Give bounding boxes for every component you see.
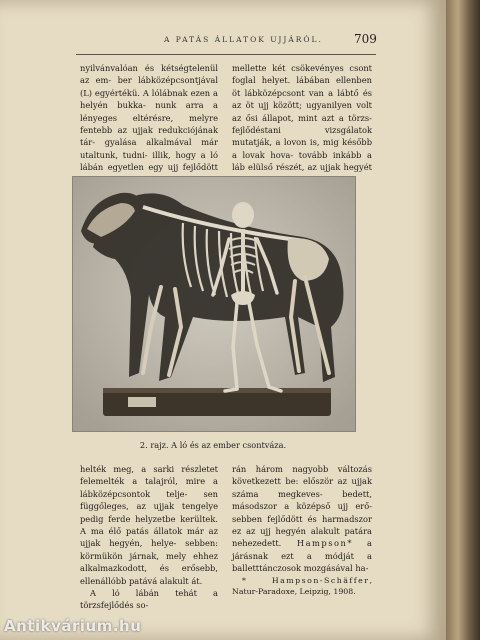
paragraph-left-top: nyilvánvalóan és kétségtelenül az em- ber lábközépcsontjával (L) egyértékü. A lólábnak ezen a helyén bukka- nunk arra a lényeges eltérésre, melyre fentebb az ujjak redukciójának tár- gyalása alkalmával már utaltunk, tudni- illik, hogy a ló lábán egyetlen egy ujj fejlődött bbox=[80, 63, 219, 173]
running-title: A PATÁS ÁLLATOK UJJÁRÓL. bbox=[164, 35, 323, 44]
paragraph-right-top: mellette két csökevényes csont foglal helyet. lábában ellenben öt lábközépcsont van a lábtő és az öt ujj között; ugyanilyen volt az ősi állapot, mint azt a törzs- fejlődéstani vizsgálatok mutatják, a lovon is, mig később a lovak hova- tovább inkább a láb elülső részét, az ujjak hegyét bbox=[232, 63, 372, 173]
footnote-text: , Natur-Paradoxe, Leipzig, 1908. bbox=[232, 575, 372, 596]
watermark: Antikvárium.hu bbox=[4, 617, 142, 635]
skeleton-photograph bbox=[72, 176, 356, 432]
running-header bbox=[76, 32, 376, 55]
text-column-right-bottom bbox=[232, 463, 372, 597]
text-column-left-bottom bbox=[80, 463, 218, 612]
footnote-author: * Hampson-Schäffer bbox=[242, 575, 370, 585]
paragraph-right-bottom: rán három nagyobb változás következett be: először az ujjak száma megkeves- bedett, másodszor a középső ujj erő- sebben fejlődött és harmadszor ez az ujj hegyén alakult patára nehezedett. Hampson* a járásnak ezt a módját a balletttánczosok mozgásával ha- bbox=[232, 464, 373, 574]
author-name-hampson: Hampson bbox=[296, 538, 348, 549]
figure-caption: 2. rajz. A ló és az ember csontváza. bbox=[139, 440, 287, 450]
footnote bbox=[232, 575, 372, 597]
horse-and-human-skeleton-image bbox=[73, 177, 355, 431]
paragraph-left-bottom-2: A ló lábán tehát a törzsfejlődés so- bbox=[80, 588, 218, 611]
paragraph-left-bottom: helték meg, a sarki részletet felemelték a talajról, mire a lábközépcsontok telje- sen függőleges, az ujjak tengelye pedig ferde helyzetbe kerültek. A ma élő patás állatok már az ujjak hegyén, helye- sebben: körmükön járnak, mely ehhez alkalmazkodott, és erősebb, ellenállóbb patává alakult át. bbox=[80, 464, 219, 586]
book-spine-edge bbox=[446, 0, 480, 640]
text-column-right-top bbox=[232, 62, 372, 186]
page-number: 709 bbox=[354, 32, 377, 46]
